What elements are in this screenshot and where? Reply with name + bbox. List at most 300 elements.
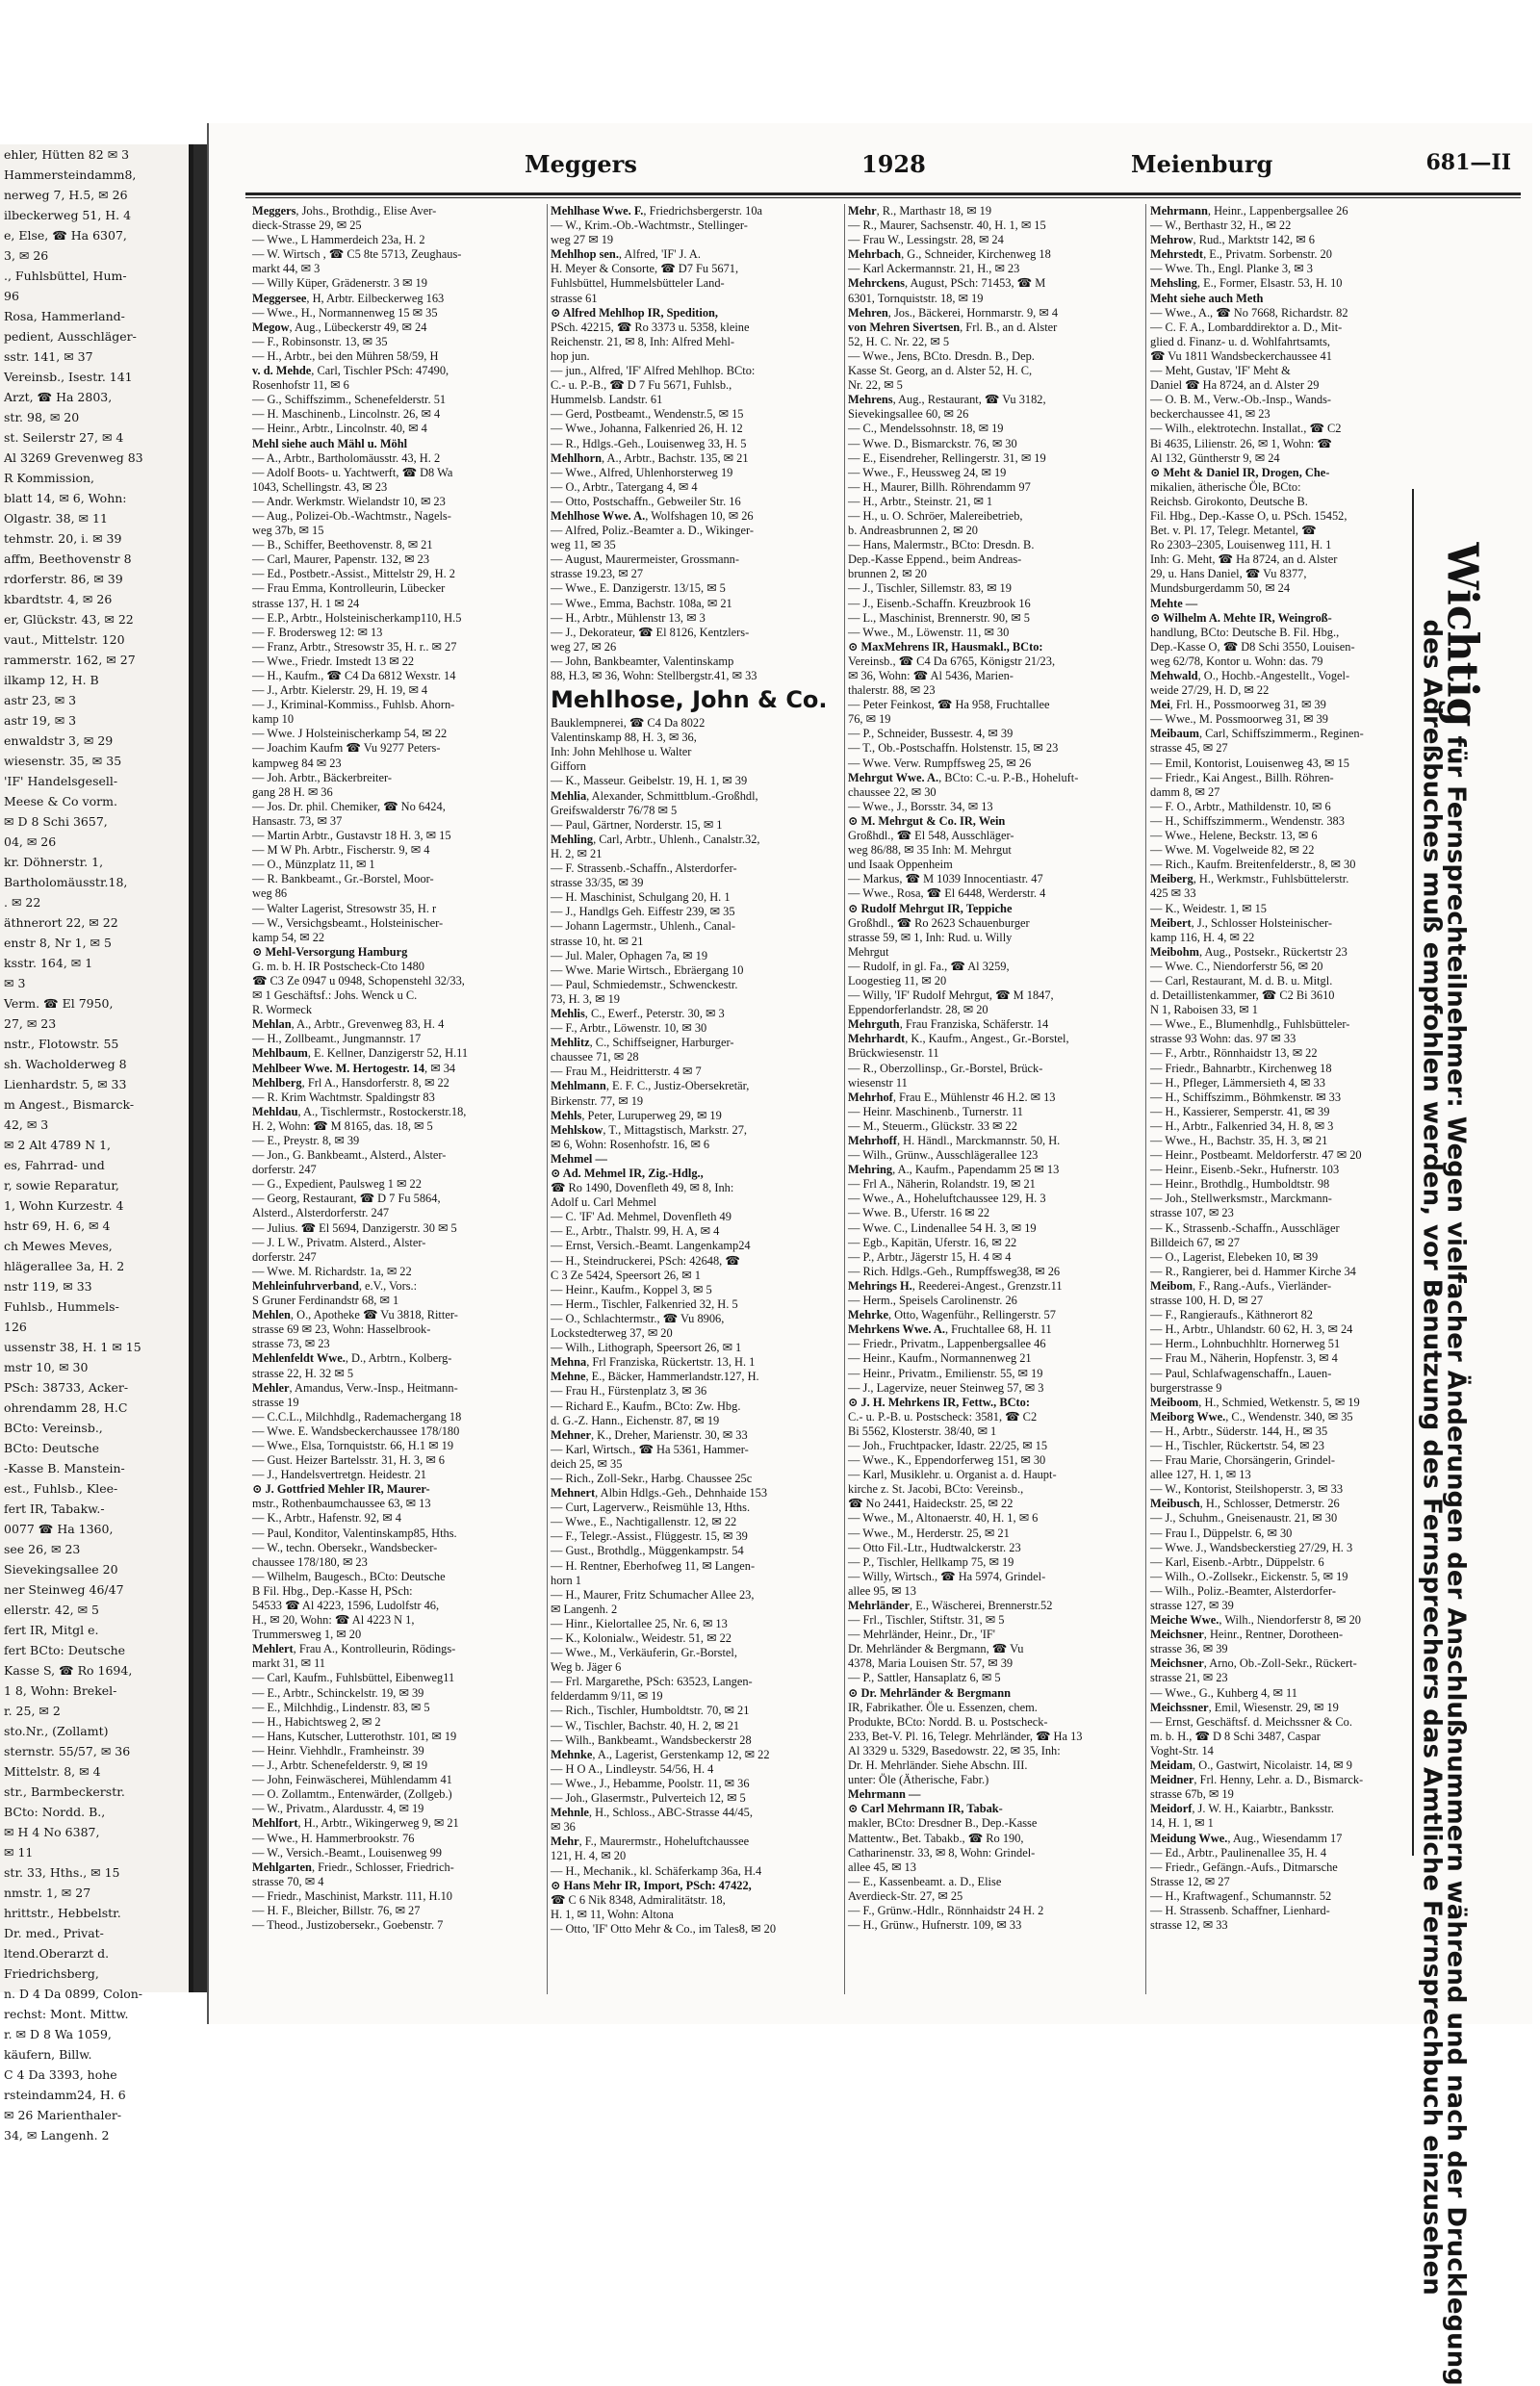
strip-line: Mittelstr. 8, ✉ 4 bbox=[4, 1764, 101, 1779]
directory-entry-line: und Isaak Oppenheim bbox=[848, 858, 953, 872]
strip-line: n. D 4 Da 0899, Colon- bbox=[4, 1987, 143, 2001]
directory-entry-line: — Wilh., O.-Zollsekr., Eickenstr. 5, ✉ 19 bbox=[1150, 1569, 1348, 1583]
directory-entry-line: 121, H. 4, ✉ 20 bbox=[551, 1849, 627, 1863]
directory-entry-line: strasse 69 ✉ 23, Wohn: Hasselbrook- bbox=[252, 1322, 431, 1337]
directory-entry-line: — Joh., Glasermstr., Pulverteich 12, ✉ 5 bbox=[551, 1791, 746, 1806]
directory-entry-line: 233, Bet-V. Pl. 16, Telegr. Mehrländer, ☎ Ha 13 bbox=[848, 1729, 1083, 1743]
directory-entry-line: Meidorf, J. W. H., Kaiarbtr., Banksstr. bbox=[1150, 1802, 1335, 1816]
directory-entry-line: — Wwe., Johanna, Falkenried 26, H. 12 bbox=[551, 422, 743, 436]
directory-entry-line: — Wwe., M. Possmoorweg 31, ✉ 39 bbox=[1150, 712, 1328, 727]
directory-entry-line: — Frau Emma, Kontrolleurin, Lübecker bbox=[252, 581, 446, 596]
strip-line: ., Fuhlsbüttel, Hum- bbox=[4, 269, 127, 283]
strip-line: Bartholomäusstr.18, bbox=[4, 875, 128, 889]
directory-entry-line: Voght-Str. 14 bbox=[1150, 1743, 1214, 1757]
directory-entry-line: Catharinenstr. 33, ✉ 8, Wohn: Grindel- bbox=[848, 1845, 1036, 1860]
directory-entry-line: kirche z. St. Jacobi, BCto: Vereinsb., bbox=[848, 1482, 1024, 1497]
directory-entry-line: — F., Robinsonstr. 13, ✉ 35 bbox=[252, 334, 388, 348]
strip-line: PSch: 38733, Acker- bbox=[4, 1380, 129, 1395]
directory-entry-line: Hummelsb. Landstr. 61 bbox=[551, 393, 663, 407]
directory-entry-line: — H., Maurer, Billh. Röhrendamm 97 bbox=[848, 479, 1031, 494]
directory-entry-line: Inh: G. Meht, ☎ Ha 8724, an d. Alster bbox=[1150, 552, 1338, 567]
directory-entry-line: H. 2, ✉ 21 bbox=[551, 846, 603, 860]
directory-entry-line: — Joh., Fruchtpacker, Idastr. 22/25, ✉ 15 bbox=[848, 1438, 1048, 1452]
directory-entry-line: Mehl siehe auch Mähl u. Möhl bbox=[252, 436, 408, 450]
notice-title: Wichtig bbox=[1437, 542, 1487, 728]
directory-entry-line: — Wwe. E. Wandsbeckerchaussee 178/180 bbox=[252, 1424, 460, 1438]
directory-entry-line: Mehrmann, Heinr., Lappenbergsallee 26 bbox=[1150, 204, 1348, 218]
strip-line: Meese & Co vorm. bbox=[4, 794, 117, 808]
directory-entry-line: weg 27, ✉ 26 bbox=[551, 639, 617, 654]
directory-entry-line: strasse 70, ✉ 4 bbox=[252, 1874, 324, 1888]
directory-entry-line: — H. Rentner, Eberhofweg 11, ✉ Langen- bbox=[551, 1558, 756, 1573]
column-divider bbox=[1145, 204, 1146, 1994]
directory-entry-line: deich 25, ✉ 35 bbox=[551, 1456, 623, 1471]
directory-entry-line: strasse 33/35, ✉ 39 bbox=[551, 876, 644, 890]
strip-line: enstr 8, Nr 1, ✉ 5 bbox=[4, 936, 112, 950]
directory-entry-line: — August, Maurermeister, Grossmann- bbox=[551, 552, 739, 567]
strip-line: Sievekingsallee 20 bbox=[4, 1562, 118, 1577]
directory-entry-line: Meiborg Wwe., C., Wendenstr. 340, ✉ 35 bbox=[1150, 1409, 1353, 1424]
directory-entry-line: Mehlmann, E. F. C., Justiz-Obersekretär, bbox=[551, 1079, 750, 1093]
directory-entry-line: — Andr. Werkmstr. Wielandstr 10, ✉ 23 bbox=[252, 494, 446, 508]
directory-entry-line: strasse 107, ✉ 23 bbox=[1150, 1206, 1234, 1220]
directory-entry-line: — Ernst, Versich.-Beamt. Langenkamp24 bbox=[551, 1239, 751, 1253]
strip-line: e, Else, ☎ Ha 6307, bbox=[4, 228, 127, 243]
directory-entry-line: — W., techn. Obersekr., Wandsbecker- bbox=[252, 1540, 438, 1554]
directory-entry-line: — Aug., Polizei-Ob.-Wachtmstr., Nagels- bbox=[252, 508, 451, 523]
directory-entry-line: Mehlfort, H., Arbtr., Wikingerweg 9, ✉ 21 bbox=[252, 1816, 459, 1831]
directory-entry-line: — P., Sattler, Hansaplatz 6, ✉ 5 bbox=[848, 1671, 1001, 1685]
directory-entry-line: — W., Berthastr 32, H., ✉ 22 bbox=[1150, 218, 1292, 233]
strip-line: mstr 10, ✉ 30 bbox=[4, 1360, 89, 1374]
strip-line: ltend.Oberarzt d. bbox=[4, 1946, 110, 1961]
directory-entry-line: — J., Kriminal-Kommiss., Fuhlsb. Ahorn- bbox=[252, 698, 455, 712]
directory-entry-line: ⊙ Wilhelm A. Mehte IR, Weingroß- bbox=[1150, 610, 1332, 625]
directory-entry-line: Mehrhoff, H. Händl., Marckmannstr. 50, H. bbox=[848, 1134, 1061, 1147]
directory-entry-line: — Rich., Zoll-Sekr., Harbg. Chaussee 25c bbox=[551, 1471, 753, 1485]
directory-entry-line: ✉ 36 bbox=[551, 1820, 576, 1834]
directory-entry-line: — Frl A., Näherin, Rolandstr. 19, ✉ 21 bbox=[848, 1177, 1036, 1192]
strip-line: Kasse S, ☎ Ro 1694, bbox=[4, 1663, 133, 1678]
directory-entry-line: — Joh., Stellwerksmstr., Marckmann- bbox=[1150, 1192, 1332, 1206]
directory-entry-line: — P., Tischler, Hellkamp 75, ✉ 19 bbox=[848, 1554, 1014, 1569]
directory-entry-line: — H., Steindruckerei, PSch: 42648, ☎ bbox=[551, 1253, 740, 1268]
directory-entry-line: Mehring, A., Kaufm., Papendamm 25 ✉ 13 bbox=[848, 1163, 1060, 1177]
directory-entry-line: ⊙ Hans Mehr IR, Import, PSch: 47422, bbox=[551, 1878, 752, 1892]
strip-line: es, Fahrrad- und bbox=[4, 1158, 105, 1172]
directory-entry-line: — Rudolf, in gl. Fa., ☎ Al 3259, bbox=[848, 959, 1010, 973]
directory-entry-line: ☎ No 2441, Haideckstr. 25, ✉ 22 bbox=[848, 1497, 1014, 1511]
directory-entry-line: Mehls, Peter, Luruperweg 29, ✉ 19 bbox=[551, 1108, 722, 1122]
directory-entry-line: — F. O., Arbtr., Mathildenstr. 10, ✉ 6 bbox=[1150, 799, 1331, 813]
directory-entry-line: — Wilh., Grünw., Ausschlägerallee 123 bbox=[848, 1148, 1039, 1163]
directory-entry-line: d. G.-Z. Hann., Eichenstr. 87, ✉ 19 bbox=[551, 1413, 720, 1427]
directory-entry-line: — Hans, Kutscher, Lutterothstr. 101, ✉ 19 bbox=[252, 1729, 457, 1743]
directory-entry-line: — G., Schiffszimm., Schenefelderstr. 51 bbox=[252, 393, 447, 407]
directory-entry-line: — E., Eisendreher, Rellingerstr. 31, ✉ 19 bbox=[848, 450, 1046, 465]
strip-line: Verm. ☎ El 7950, bbox=[4, 996, 114, 1011]
directory-entry-line: — Markus, ☎ M 1039 Innocentiastr. 47 bbox=[848, 872, 1043, 886]
directory-entry-line: allee 127, H. 1, ✉ 13 bbox=[1150, 1468, 1251, 1482]
directory-entry-line: B Fil. Hbg., Dep.-Kasse H, PSch: bbox=[252, 1583, 413, 1598]
directory-entry-line: — Heinr., Brothdlg., Humboldtstr. 98 bbox=[1150, 1177, 1330, 1192]
strip-line: Rosa, Hammerland- bbox=[4, 309, 125, 323]
directory-entry-line: Mehrhardt, K., Kaufm., Angest., Gr.-Borstel, bbox=[848, 1032, 1069, 1046]
directory-entry-line: — Friedr., Maschinist, Markstr. 111, H.10 bbox=[252, 1888, 452, 1903]
directory-entry-line: — E., Milchhdig., Lindenstr. 83, ✉ 5 bbox=[252, 1700, 430, 1714]
directory-entry-line: Fil. Hbg., Dep.-Kasse O, u. PSch. 15452, bbox=[1150, 508, 1348, 523]
directory-entry-line: — J., Arbtr. Schenefelderstr. 9, ✉ 19 bbox=[252, 1758, 428, 1773]
directory-entry-line: H. 2, Wohn: ☎ M 8165, das. 18, ✉ 5 bbox=[252, 1118, 433, 1133]
directory-entry-line: — W., Tischler, Bachstr. 40, H. 2, ✉ 21 bbox=[551, 1718, 740, 1732]
directory-entry-line: — Friedr., Privatm., Lappenbergsallee 46 bbox=[848, 1337, 1046, 1351]
directory-entry-line: ⊙ J. H. Mehrkens IR, Fettw., BCto: bbox=[848, 1395, 1030, 1409]
strip-line: nstr 119, ✉ 33 bbox=[4, 1279, 92, 1294]
directory-entry-line: strasse 36, ✉ 39 bbox=[1150, 1642, 1228, 1656]
directory-entry-line: Greifswalderstr 76/78 ✉ 5 bbox=[551, 803, 678, 817]
strip-line: 0077 ☎ Ha 1360, bbox=[4, 1522, 114, 1536]
strip-line: pedient, Ausschläger- bbox=[4, 329, 137, 344]
directory-entry-line: ⊙ Rudolf Mehrgut IR, Teppiche bbox=[848, 901, 1013, 915]
directory-entry-line: — Wwe., A., ☎ No 7668, Richardstr. 82 bbox=[1150, 305, 1348, 320]
directory-entry-line: b. Andreasbrunnen 2, ✉ 20 bbox=[848, 524, 978, 538]
directory-entry-line: — B., Schiffer, Beethovenstr. 8, ✉ 21 bbox=[252, 538, 433, 552]
directory-entry-line: — C. F. A., Lombarddirektor a. D., Mit- bbox=[1150, 320, 1343, 334]
directory-entry-line: — H., Kraftwagenf., Schumannstr. 52 bbox=[1150, 1888, 1332, 1903]
header-year: 1928 bbox=[861, 150, 926, 178]
strip-line: 1, Wohn Kurzestr. 4 bbox=[4, 1198, 124, 1213]
strip-line: Olgastr. 38, ✉ 11 bbox=[4, 511, 108, 526]
header-rule bbox=[245, 192, 1521, 195]
directory-entry-line: — H., Arbtr., Süderstr. 144, H., ✉ 35 bbox=[1150, 1424, 1328, 1438]
strip-line: ch Mewes Meves, bbox=[4, 1239, 113, 1253]
directory-entry-line: — Wilh., Bankbeamt., Wandsbeckerstr 28 bbox=[551, 1732, 752, 1747]
directory-entry-line: wiesenstr 11 bbox=[848, 1075, 908, 1090]
directory-entry-line: — J. L W., Privatm. Alsterd., Alster- bbox=[252, 1235, 426, 1249]
strip-line: kbardtstr. 4, ✉ 26 bbox=[4, 592, 113, 606]
directory-entry-line: weg 62/78, Kontor u. Wohn: das. 79 bbox=[1150, 654, 1323, 668]
directory-entry-line: Al 132, Güntherstr 9, ✉ 24 bbox=[1150, 450, 1280, 465]
directory-entry-line: H. Meyer & Consorte, ☎ D7 Fu 5671, bbox=[551, 262, 739, 276]
directory-entry-line: Reichsb. Girokonto, Deutsche B. bbox=[1150, 494, 1308, 508]
directory-entry-line: — H., Arbtr., Uhlandstr. 60 62, H. 3, ✉ 24 bbox=[1150, 1322, 1353, 1337]
directory-entry-line: handlung, BCto: Deutsche B. Fil. Hbg., bbox=[1150, 625, 1340, 639]
directory-entry-line: — Egb., Kapitän, Uferstr. 16, ✉ 22 bbox=[848, 1235, 1017, 1249]
directory-entry-line: Billdeich 67, ✉ 27 bbox=[1150, 1235, 1240, 1249]
directory-entry-line: Rosenhofstr 11, ✉ 6 bbox=[252, 378, 349, 393]
strip-line: ksstr. 164, ✉ 1 bbox=[4, 956, 93, 970]
directory-entry-line: strasse 67b, ✉ 19 bbox=[1150, 1787, 1234, 1802]
directory-entry-line: — Wwe., M., Verkäuferin, Gr.-Borstel, bbox=[551, 1646, 737, 1660]
directory-entry-line: — R., Oberzollinsp., Gr.-Borstel, Brück- bbox=[848, 1061, 1043, 1075]
strip-line: 27, ✉ 23 bbox=[4, 1016, 57, 1031]
directory-entry-line: Reichenstr. 21, ✉ 8, Inh: Alfred Mehl- bbox=[551, 334, 735, 348]
directory-entry-line: — Frau H., Fürstenplatz 3, ✉ 36 bbox=[551, 1384, 707, 1398]
directory-entry-line: — Wwe., H., Bachstr. 35, H. 3, ✉ 21 bbox=[1150, 1134, 1328, 1147]
directory-entry-line: — Wwe., Rosa, ☎ El 6448, Werderstr. 4 bbox=[848, 886, 1046, 901]
directory-entry-line: ☎ Vu 1811 Wandsbeckerchaussee 41 bbox=[1150, 348, 1332, 363]
directory-entry-line: — H. F., Bleicher, Billstr. 76, ✉ 27 bbox=[252, 1903, 421, 1917]
directory-entry-line: — J., Arbtr. Kielerstr. 29, H. 19, ✉ 4 bbox=[252, 683, 428, 698]
directory-entry-line: — Wwe., J., Hebamme, Poolstr. 11, ✉ 36 bbox=[551, 1776, 750, 1790]
strip-line: ilbeckerweg 51, H. 4 bbox=[4, 208, 132, 222]
directory-entry-line: Meidner, Frl. Henny, Lehr. a. D., Bismarck- bbox=[1150, 1773, 1364, 1787]
directory-entry-line: — M W Ph. Arbtr., Fischerstr. 9, ✉ 4 bbox=[252, 843, 430, 858]
strip-line: äthnerort 22, ✉ 22 bbox=[4, 915, 118, 930]
directory-entry-line: — John, Bankbeamter, Valentinskamp bbox=[551, 654, 734, 668]
page-header bbox=[245, 141, 1521, 194]
strip-line: ellerstr. 42, ✉ 5 bbox=[4, 1603, 100, 1617]
directory-entry-line: — O. Zollamtm., Entenwärder, (Zollgeb.) bbox=[252, 1787, 452, 1802]
directory-entry-line: — Frau Marie, Chorsängerin, Grindel- bbox=[1150, 1453, 1336, 1468]
directory-entry-line: — Otto, 'IF' Otto Mehr & Co., im Tales8, ✉ 20 bbox=[551, 1921, 777, 1936]
directory-entry-line: 54533 ☎ Al 4223, 1596, Ludolfstr 46, bbox=[252, 1599, 440, 1612]
directory-entry-line: G. m. b. H. IR Postscheck-Cto 1480 bbox=[252, 959, 424, 973]
strip-line: sternstr. 55/57, ✉ 36 bbox=[4, 1744, 131, 1758]
directory-entry-line: makler, BCto: Dresdner B., Dep.-Kasse bbox=[848, 1816, 1038, 1831]
directory-entry-line: Meggers, Johs., Brothdig., Elise Aver- bbox=[252, 204, 437, 218]
directory-entry-line: — Wwe. J Holsteinischerkamp 54, ✉ 22 bbox=[252, 727, 448, 741]
directory-entry-line: — Frau I., Düppelstr. 6, ✉ 30 bbox=[1150, 1526, 1293, 1540]
directory-entry-line: — Wwe. Marie Wirtsch., Ebräergang 10 bbox=[551, 962, 744, 977]
strip-line: r. 25, ✉ 2 bbox=[4, 1704, 61, 1718]
directory-entry-line: — C. 'IF' Ad. Mehmel, Dovenfleth 49 bbox=[551, 1210, 732, 1224]
strip-line: nmstr. 1, ✉ 27 bbox=[4, 1886, 91, 1900]
directory-entry-line: Hansastr. 73, ✉ 37 bbox=[252, 813, 343, 828]
directory-entry-line: Mehnle, H., Schloss., ABC-Strasse 44/45, bbox=[551, 1806, 753, 1820]
strip-line: sto.Nr., (Zollamt) bbox=[4, 1724, 109, 1738]
directory-entry-line: R. Wormeck bbox=[252, 1003, 313, 1017]
directory-entry-line: markt 44, ✉ 3 bbox=[252, 262, 321, 276]
directory-entry-line: Mehldau, A., Tischlermstr., Rostockerstr.18, bbox=[252, 1104, 467, 1118]
strip-line: hrittstr., Hebbelstr. bbox=[4, 1906, 121, 1920]
directory-entry-line: Adolf u. Carl Mehmel bbox=[551, 1195, 657, 1210]
directory-entry-line: strasse 100, H. D, ✉ 27 bbox=[1150, 1294, 1264, 1308]
strip-line: enwaldstr 3, ✉ 29 bbox=[4, 733, 114, 748]
directory-entry-line: — Georg, Restaurant, ☎ D 7 Fu 5864, bbox=[252, 1192, 441, 1206]
strip-line: 126 bbox=[4, 1320, 27, 1334]
directory-entry-line: beckerchaussee 41, ✉ 23 bbox=[1150, 407, 1270, 422]
directory-entry-line: IR, Fabrikather. Öle u. Essenzen, chem. bbox=[848, 1700, 1038, 1714]
directory-entry-line: ⊙ Alfred Mehlhop IR, Spedition, bbox=[551, 305, 719, 320]
directory-entry-line: unter: Öle (Ätherische, Fabr.) bbox=[848, 1773, 989, 1787]
directory-entry-line: Mehrguth, Frau Franziska, Schäferstr. 14 bbox=[848, 1017, 1049, 1032]
directory-entry-line: damm 8, ✉ 27 bbox=[1150, 784, 1220, 799]
directory-entry-line: — Wwe., A., Hoheluftchaussee 129, H. 3 bbox=[848, 1192, 1046, 1206]
directory-entry-line: Meggersee, H, Arbtr. Eilbeckerweg 163 bbox=[252, 291, 445, 305]
directory-entry-line: weg 86 bbox=[252, 886, 288, 901]
strip-line: 42, ✉ 3 bbox=[4, 1117, 49, 1132]
directory-entry-line: Loogestieg 11, ✉ 20 bbox=[848, 973, 947, 988]
directory-entry-line: Mehlhop sen., Alfred, 'IF' J. A. bbox=[551, 247, 701, 262]
directory-entry-line: strasse 93 Wohn: das. 97 ✉ 33 bbox=[1150, 1032, 1296, 1046]
directory-entry-line: Mehrbach, G., Schneider, Kirchenweg 18 bbox=[848, 247, 1051, 262]
directory-entry-line: — K., Kolonialw., Weidestr. 51, ✉ 22 bbox=[551, 1631, 732, 1645]
directory-entry-line: — O., Schlachtermstr., ☎ Vu 8906, bbox=[551, 1311, 725, 1325]
directory-entry-line: kamp 116, H. 4, ✉ 22 bbox=[1150, 930, 1255, 944]
directory-entry-line: — Wwe. J., Wandsbeckerstieg 27/29, H. 3 bbox=[1150, 1540, 1353, 1554]
directory-entry-line: — W., Versichgsbeamt., Holsteinischer- bbox=[252, 915, 444, 930]
directory-entry-line: — Hinr., Kielortallee 25, Nr. 6, ✉ 13 bbox=[551, 1616, 728, 1630]
strip-line: tehmstr. 20, i. ✉ 39 bbox=[4, 531, 122, 546]
strip-line: ussenstr 38, H. 1 ✉ 15 bbox=[4, 1340, 141, 1354]
directory-entry-line: — Jon., G. Bankbeamt., Alsterd., Alster- bbox=[252, 1148, 447, 1163]
strip-line: str. 33, Hths., ✉ 15 bbox=[4, 1865, 120, 1880]
directory-entry-line: — Wilh., Lithograph, Speersort 26, ✉ 1 bbox=[551, 1341, 742, 1355]
directory-entry-line: — F. Brodersweg 12: ✉ 13 bbox=[252, 625, 383, 639]
directory-entry-line: — H., Arbtr., Mühlenstr 13, ✉ 3 bbox=[551, 610, 706, 625]
strip-line: blatt 14, ✉ 6, Wohn: bbox=[4, 491, 127, 505]
directory-entry-line: Daniel ☎ Ha 8724, an d. Alster 29 bbox=[1150, 378, 1320, 393]
strip-line: er, Glückstr. 43, ✉ 22 bbox=[4, 612, 134, 627]
strip-line: . ✉ 22 bbox=[4, 895, 41, 910]
directory-entry-line: — Jul. Maler, Ophagen 7a, ✉ 19 bbox=[551, 948, 708, 962]
strip-line: ehler, Hütten 82 ✉ 3 bbox=[4, 147, 130, 162]
directory-entry-line: H., ✉ 20, Wohn: ☎ Al 4223 N 1, bbox=[252, 1613, 415, 1628]
directory-entry-line: weg 11, ✉ 35 bbox=[551, 538, 616, 552]
directory-entry-line: kampweg 84 ✉ 23 bbox=[252, 756, 342, 770]
strip-line: fert IR, Mitgl e. bbox=[4, 1623, 99, 1637]
directory-entry-line: Mehsling, E., Former, Elsastr. 53, H. 10 bbox=[1150, 276, 1343, 291]
directory-entry-line: allee 45, ✉ 13 bbox=[848, 1860, 916, 1874]
directory-entry-line: Bi 4635, Lilienstr. 26, ✉ 1, Wohn: ☎ bbox=[1150, 436, 1332, 450]
directory-entry-line: ⊙ J. Gottfried Mehler IR, Maurer- bbox=[252, 1482, 430, 1497]
directory-entry-line: — L., Maschinist, Brennerstr. 90, ✉ 5 bbox=[848, 610, 1030, 625]
strip-line: ✉ 26 Marienthaler- bbox=[4, 2108, 122, 2122]
strip-line: 1 8, Wohn: Brekel- bbox=[4, 1683, 117, 1698]
directory-entry-line: Mehnert, Albin Hdlgs.-Geh., Dehnhaide 153 bbox=[551, 1486, 768, 1501]
directory-entry-line: S Gruner Ferdinandstr 68, ✉ 1 bbox=[252, 1294, 399, 1308]
directory-entry-line: — O. B. M., Verw.-Ob.-Insp., Wands- bbox=[1150, 393, 1332, 407]
strip-line: see 26, ✉ 23 bbox=[4, 1542, 81, 1556]
header-first-name: Meggers bbox=[525, 150, 637, 178]
directory-entry-line: ⊙ Ad. Mehmel IR, Zig.-Hdlg., bbox=[551, 1167, 704, 1180]
book-gutter bbox=[193, 144, 207, 1992]
directory-entry-line: — H., Kaufm., ☎ C4 Da 6812 Wexstr. 14 bbox=[252, 669, 456, 682]
directory-entry-line: — F., Rangieraufs., Käthnerort 82 bbox=[1150, 1308, 1313, 1322]
directory-entry-line: ☎ C3 Ze 0947 u 0948, Schopenstehl 32/33, bbox=[252, 973, 465, 988]
directory-entry-line: — H., Schiffszimmerm., Wendenstr. 383 bbox=[1150, 813, 1345, 828]
directory-entry-line: — Heinr. Maschinenb., Turnerstr. 11 bbox=[848, 1104, 1023, 1118]
directory-entry-line: — Franz, Arbtr., Stresowstr 35, H. r.. ✉ 27 bbox=[252, 639, 457, 654]
strip-line: nerweg 7, H.5, ✉ 26 bbox=[4, 188, 128, 202]
strip-line: Fuhlsb., Hummels- bbox=[4, 1299, 119, 1314]
directory-entry-line: horn 1 bbox=[551, 1573, 582, 1587]
strip-line: C 4 Da 3393, hohe bbox=[4, 2067, 117, 2082]
directory-entry-line: — Heinr., Kaufm., Koppel 3, ✉ 5 bbox=[551, 1282, 712, 1296]
directory-entry-line: Mehlberg, Frl A., Hansdorferstr. 8, ✉ 22 bbox=[252, 1075, 449, 1090]
directory-entry-line: ⊙ Mehl-Versorgung Hamburg bbox=[252, 944, 408, 959]
directory-entry-line: — Frau M., Heidritterstr. 4 ✉ 7 bbox=[551, 1065, 702, 1079]
directory-entry-line: Mehleinfuhrverband, e.V., Vors.: bbox=[252, 1278, 418, 1293]
directory-entry-line: — J., Handelsvertretgn. Heidestr. 21 bbox=[252, 1468, 427, 1482]
directory-entry-line: ☎ C 6 Nik 8348, Admiralitätstr. 18, bbox=[551, 1892, 726, 1907]
directory-entry-line: — Wwe., E., Blumenhdlg., Fuhlsbütteler- bbox=[1150, 1017, 1350, 1032]
directory-entry-line: Bi 5562, Klosterstr. 38/40, ✉ 1 bbox=[848, 1424, 997, 1438]
directory-entry-line: — Ed., Postbetr.-Assist., Mittelstr 29, H. 2 bbox=[252, 567, 455, 581]
directory-entry-line: — A., Arbtr., Bartholomäusstr. 43, H. 2 bbox=[252, 450, 441, 465]
directory-entry-line: — G., Expedient, Paulsweg 1 ✉ 22 bbox=[252, 1177, 422, 1192]
directory-page bbox=[207, 123, 1532, 2386]
notice-line-2: des Adreßbuches muß empfohlen werden, vor Benutzung des Fernsprechers das Amtliche Fernsprechbuch einzusehen bbox=[1417, 619, 1447, 2296]
directory-entry-line: — J., Handlgs Geh. Eiffestr 239, ✉ 35 bbox=[551, 905, 735, 919]
directory-entry-line: — Julius. ☎ El 5694, Danzigerstr. 30 ✉ 5 bbox=[252, 1220, 457, 1235]
directory-entry-line: Großhdl., ☎ Ro 2623 Schauenburger bbox=[848, 915, 1030, 930]
directory-entry-line: — J., Tischler, Sillemstr. 83, ✉ 19 bbox=[848, 581, 1012, 596]
directory-entry-line: N 1, Raboisen 33, ✉ 1 bbox=[1150, 1003, 1258, 1017]
directory-entry-line: — E., Preystr. 8, ✉ 39 bbox=[252, 1134, 360, 1147]
directory-entry-line: — Wilhelm, Baugesch., BCto: Deutsche bbox=[252, 1569, 446, 1583]
strip-line: rechst: Mont. Mittw. bbox=[4, 2007, 129, 2021]
directory-entry-line: Produkte, BCto: Nordd. B. u. Postscheck- bbox=[848, 1714, 1048, 1729]
directory-entry-line: — Martin Arbtr., Gustavstr 18 H. 3, ✉ 15 bbox=[252, 829, 451, 843]
directory-entry-line: 6301, Tornquiststr. 18, ✉ 19 bbox=[848, 291, 984, 305]
directory-entry-line: Mehna, Frl Franziska, Rückertstr. 13, H. 1 bbox=[551, 1355, 756, 1370]
directory-entry-line: strasse 19.23, ✉ 27 bbox=[551, 567, 644, 581]
strip-line: r. ✉ D 8 Wa 1059, bbox=[4, 2027, 112, 2041]
directory-entry-line: Kasse St. Georg, an d. Alster 52, H. C, bbox=[848, 364, 1033, 378]
directory-entry-line: — Peter Feinkost, ☎ Ha 958, Fruchtallee bbox=[848, 698, 1050, 712]
directory-entry-line: Mundsburgerdamm 50, ✉ 24 bbox=[1150, 581, 1291, 596]
strip-line: rsteindamm24, H. 6 bbox=[4, 2088, 126, 2102]
directory-entry-line: Großhdl., ☎ El 548, Ausschläger- bbox=[848, 829, 1014, 843]
directory-entry-line: Vereinsb., ☎ C4 Da 6765, Königstr 21/23, bbox=[848, 654, 1056, 668]
strip-line: wiesenstr. 35, ✉ 35 bbox=[4, 754, 122, 768]
directory-entry-line: — R. Krim Wachtmstr. Spaldingstr 83 bbox=[252, 1090, 435, 1104]
directory-entry-line: ⊙ Carl Mehrmann IR, Tabak- bbox=[848, 1802, 1003, 1816]
directory-entry-line: — J., Schuhm., Gneisenaustr. 21, ✉ 30 bbox=[1150, 1511, 1338, 1526]
directory-entry-line: — H., Kassierer, Semperstr. 41, ✉ 39 bbox=[1150, 1104, 1330, 1118]
strip-line: ilkamp 12, H. B bbox=[4, 673, 99, 687]
directory-entry-line: gang 28 H. ✉ 36 bbox=[252, 784, 333, 799]
directory-entry-line: — Mehrländer, Heinr., Dr., 'IF' bbox=[848, 1628, 995, 1642]
directory-entry-line: — Otto Fil.-Ltr., Hudtwalckerstr. 23 bbox=[848, 1540, 1021, 1554]
directory-entry-line: 425 ✉ 33 bbox=[1150, 886, 1196, 901]
directory-entry-line: Mehren, Jos., Bäckerei, Hornmarstr. 9, ✉ 4 bbox=[848, 305, 1059, 320]
strip-line: BCto: Deutsche bbox=[4, 1441, 100, 1455]
directory-entry-line: — Herm., Speisels Carolinenstr. 26 bbox=[848, 1294, 1017, 1308]
directory-entry-line: — W., Krim.-Ob.-Wachtmstr., Stellinger- bbox=[551, 218, 748, 233]
directory-entry-line: 4378, Maria Louisen Str. 57, ✉ 39 bbox=[848, 1656, 1014, 1671]
directory-entry-line: — H., u. O. Schröer, Malereibetrieb, bbox=[848, 508, 1023, 523]
strip-line: str. 98, ✉ 20 bbox=[4, 410, 80, 424]
directory-entry-line: Brückwiesenstr. 11 bbox=[848, 1046, 939, 1061]
directory-entry-line: — Gerd, Postbeamt., Wendenstr.5, ✉ 15 bbox=[551, 407, 744, 422]
directory-entry-line: — H O A., Lindleystr. 54/56, H. 4 bbox=[551, 1761, 714, 1776]
directory-entry-line: — H., Arbtr., bei den Mühren 58/59, H bbox=[252, 348, 439, 363]
directory-entry-line: — Wwe., J., Borsstr. 34, ✉ 13 bbox=[848, 799, 993, 813]
directory-entry-line: Mehrgut Wwe. A., BCto: C.-u. P.-B., Hoheluft- bbox=[848, 770, 1079, 784]
directory-entry-line: — Wilh., Poliz.-Beamter, Alsterdorfer- bbox=[1150, 1583, 1336, 1598]
strip-line: ✉ D 8 Schi 3657, bbox=[4, 814, 108, 829]
directory-entry-line: — O., Lagerist, Elebeken 10, ✉ 39 bbox=[1150, 1249, 1319, 1264]
directory-entry-line: — Wwe., M., Herderstr. 25, ✉ 21 bbox=[848, 1526, 1010, 1540]
directory-entry-line: — Wwe., F., Heussweg 24, ✉ 19 bbox=[848, 465, 1007, 479]
directory-entry-line: strasse 73, ✉ 23 bbox=[252, 1337, 330, 1351]
directory-entry-line: — R., Rangierer, bei d. Hammer Kirche 34 bbox=[1150, 1264, 1356, 1278]
directory-entry-line: — W., Kontorist, Steilshoperstr. 3, ✉ 33 bbox=[1150, 1482, 1344, 1497]
strip-line: ner Steinweg 46/47 bbox=[4, 1582, 124, 1597]
directory-entry-line: — C.C.L., Milchhdlg., Rademachergang 18 bbox=[252, 1409, 462, 1424]
directory-entry-line: Meidung Wwe., Aug., Wiesendamm 17 bbox=[1150, 1831, 1343, 1845]
directory-entry-line: Averdieck-Str. 27, ✉ 25 bbox=[848, 1888, 963, 1903]
directory-entry-line: — C., Mendelssohnstr. 18, ✉ 19 bbox=[848, 422, 1004, 436]
directory-entry-line: — Karl Ackermannstr. 21, H., ✉ 23 bbox=[848, 262, 1020, 276]
directory-entry-line: Mehlert, Frau A., Kontrolleurin, Rödings- bbox=[252, 1642, 456, 1656]
strip-line: sh. Wacholderweg 8 bbox=[4, 1057, 127, 1071]
directory-entry-line: von Mehren Sivertsen, Frl. B., an d. Alster bbox=[848, 320, 1058, 334]
directory-entry-line: chaussee 71, ✉ 28 bbox=[551, 1050, 639, 1065]
